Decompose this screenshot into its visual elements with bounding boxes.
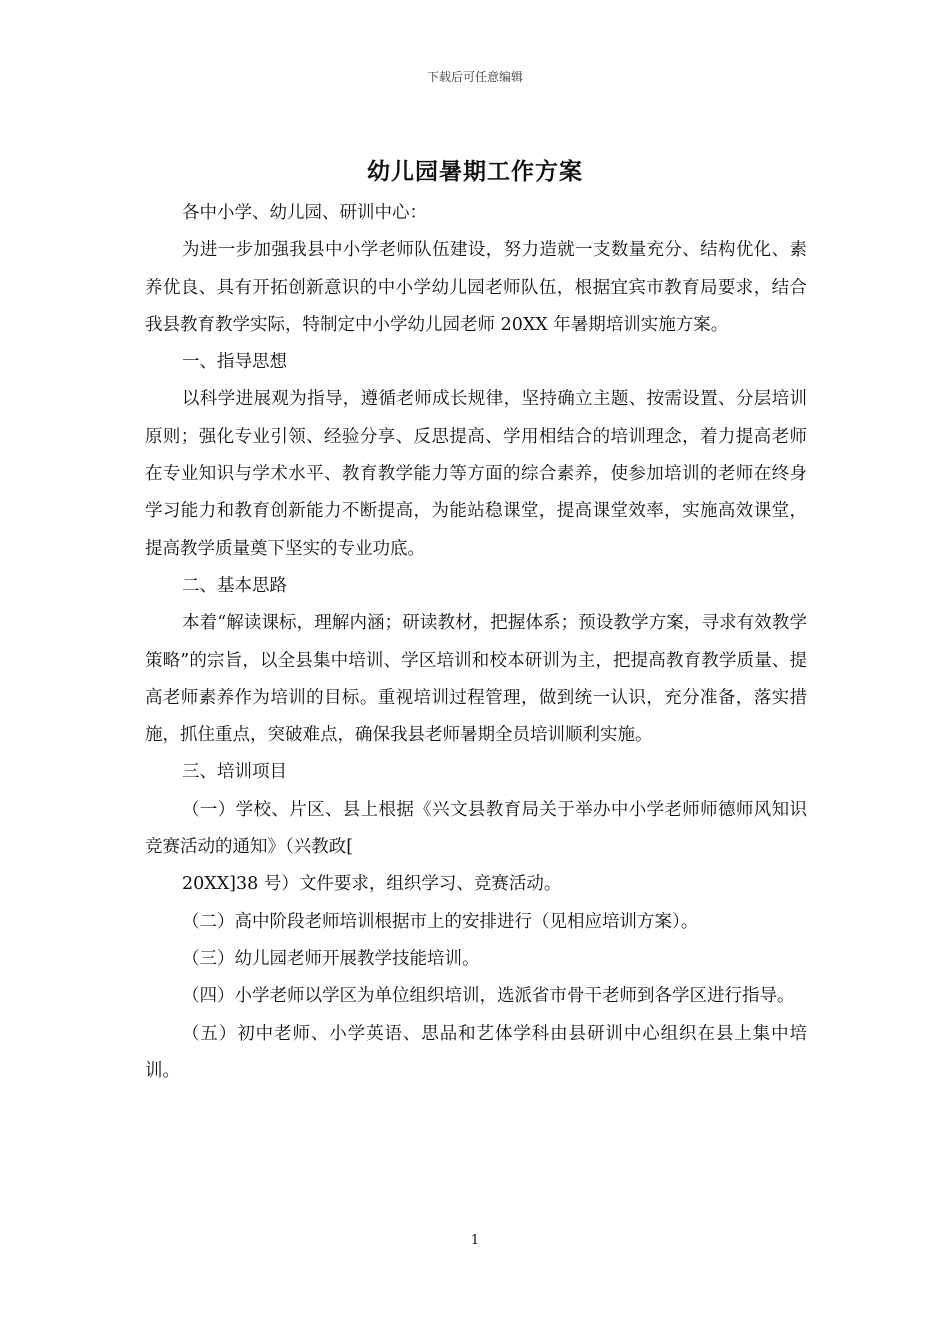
document-body [145,195,807,1090]
header-note: 下载后可任意编辑 [426,70,523,84]
intro-paragraph: 为进一步加强我县中小学老师队伍建设，努力造就一支数量充分、结构优化、素养优良、具有开拓创新意识的中小学幼儿园老师队伍，根据宜宾市教育局要求，结合我县教育教学实际，特制定中小学幼儿园老师 20XX 年暑期培训实施方案。 [145,240,807,335]
training-item-3: （三）幼儿园老师开展教学技能培训。 [182,948,480,969]
training-item-4: （四）小学老师以学区为单位组织培训，选派省市骨干老师到各学区进行指导。 [182,986,795,1007]
section-heading-guiding-thought: 一、指导思想 [182,352,287,373]
salutation: 各中小学、幼儿园、研训中心： [182,203,427,223]
page-number: 1 [470,1233,480,1248]
section-heading-basic-approach: 二、基本思路 [182,575,287,596]
training-item-2: （二）高中阶段老师培训根据市上的安排进行（见相应培训方案）。 [182,911,699,932]
section-heading-training-items: 三、培训项目 [182,762,287,783]
training-item-5: （五）初中老师、小学英语、思品和艺体学科由县研训中心组织在县上集中培训。 [145,1023,807,1081]
document-title: 幼儿园暑期工作方案 [367,158,583,185]
training-item-1-continued: 20XX]38 号）文件要求，组织学习、竞赛活动。 [182,874,562,895]
basic-approach-paragraph: 本着“解读课标，理解内涵；研读教材，把握体系；预设教学方案，寻求有效教学策略”的宗旨，以全县集中培训、学区培训和校本研训为主，把提高教育教学质量、提高老师素养作为培训的目标。重视培训过程管理，做到统一认识，充分准备，落实措施，抓住重点，突破难点，确保我县老师暑期全员培训顺利实施。 [145,613,807,746]
guiding-thought-paragraph: 以科学进展观为指导，遵循老师成长规律，坚持确立主题、按需设置、分层培训原则；强化专业引领、经验分享、反思提高、学用相结合的培训理念，着力提高老师在专业知识与学术水平、教育教学能力等方面的综合素养，使参加培训的老师在终身学习能力和教育创新能力不断提高，为能站稳课堂，提高课堂效率，实施高效课堂，提高教学质量奠下坚实的专业功底。 [145,389,807,559]
training-item-1: （一）学校、片区、县上根据《兴文县教育局关于举办中小学老师师德师风知识竞赛活动的通知》（兴教政[ [145,799,807,858]
